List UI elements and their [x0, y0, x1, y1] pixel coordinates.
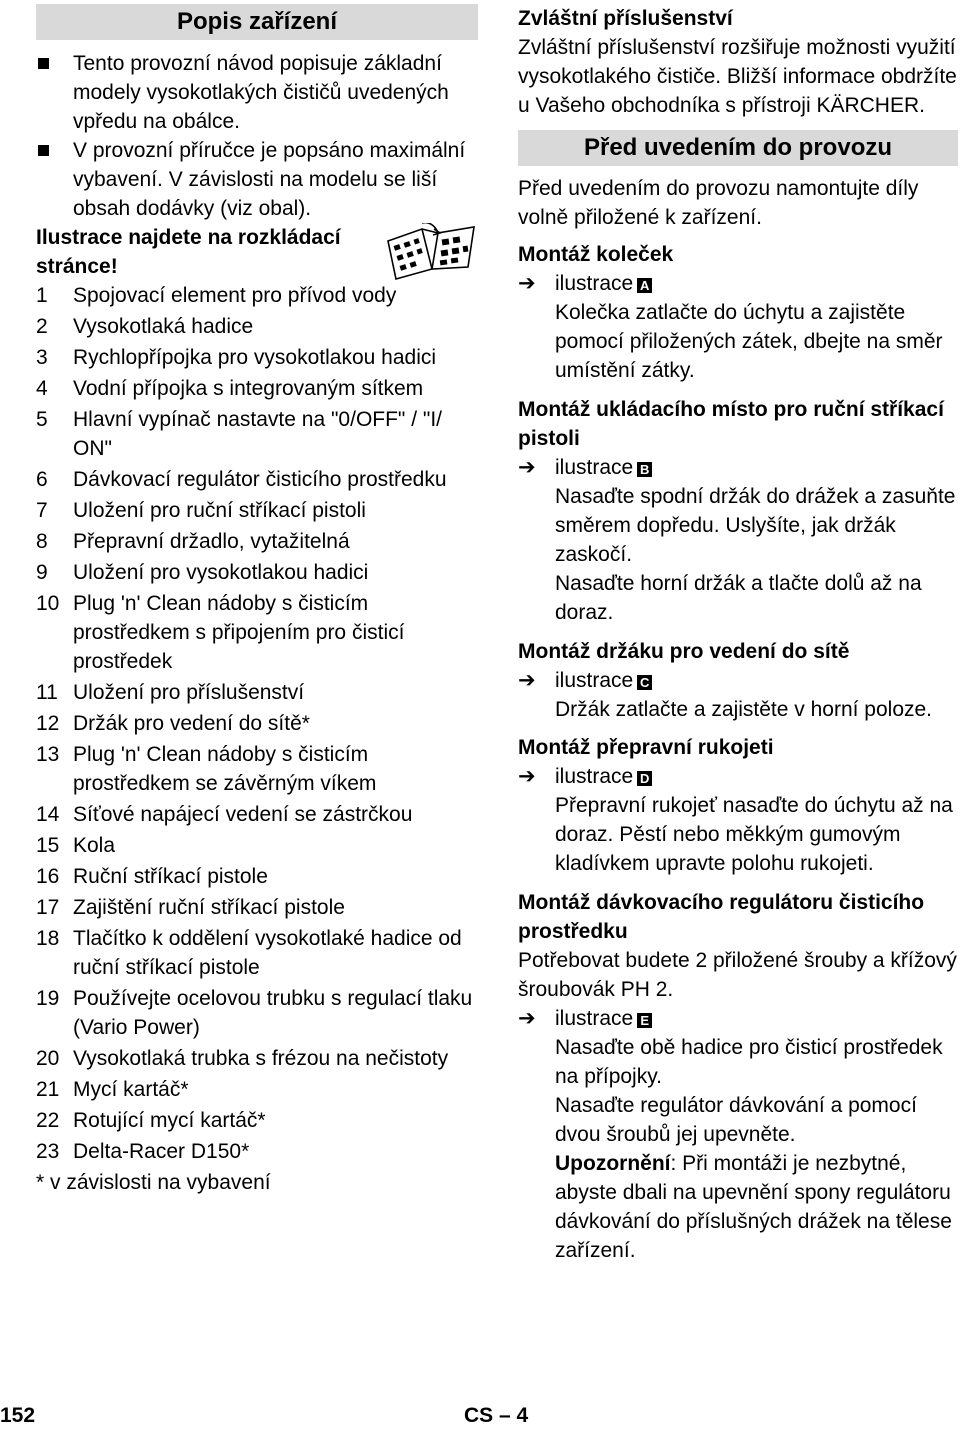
fold-out-page-icon: [384, 223, 478, 281]
note-label: Upozornění: [555, 1152, 671, 1175]
section-heading-device-description: Popis zařízení: [36, 4, 478, 40]
cable-illustration-ref: ➔ ilustrace C: [518, 666, 958, 695]
figure-c-badge: C: [637, 675, 652, 690]
list-item: 2 Vysokotlaká hadice: [36, 315, 254, 338]
dosing-illustration-ref: ➔ ilustrace E: [518, 1004, 958, 1033]
holder-text-2: Nasaďte horní držák a tlačte dolů až na doraz.: [555, 572, 922, 624]
figure-b-badge: B: [637, 462, 652, 477]
cable-holder-heading: Montáž držáku pro vedení do sítě: [518, 640, 850, 663]
figure-d-badge: D: [637, 771, 652, 786]
page-number: 152: [0, 1404, 36, 1427]
list-item: 10 Plug 'n' Clean nádoby s čisticím prostředkem s připojením pro čisticí prostředek: [36, 592, 405, 673]
list-item: 22 Rotující mycí kartáč*: [36, 1109, 266, 1132]
list-item: 11 Uložení pro příslušenství: [36, 681, 305, 704]
list-item: 9 Uložení pro vysokotlakou hadici: [36, 561, 369, 584]
list-item: 18 Tlačítko k oddělení vysokotlaké hadice od ruční stříkací pistole: [36, 927, 462, 979]
list-item: 7 Uložení pro ruční stříkací pistoli: [36, 499, 366, 522]
holder-text-1: Nasaďte spodní držák do drážek a zasuňte směrem dopředu. Uslyšíte, jak držák zaskočí.: [555, 485, 956, 566]
bullet-item: V provozní příručce je popsáno maximální vybavení. V závislosti na modelu se liší obsah dodávky (viz obal).: [36, 136, 478, 223]
section-heading-before-start: Před uvedením do provozu: [518, 130, 958, 166]
arrow-right-icon: ➔: [518, 456, 536, 479]
list-item: 5 Hlavní vypínač nastavte na "0/OFF" / "I/ ON": [36, 408, 443, 460]
list-item: 4 Vodní přípojka s integrovaným sítkem: [36, 377, 424, 400]
list-item: 19 Používejte ocelovou trubku s regulací tlaku (Vario Power): [36, 987, 473, 1039]
before-start-intro: Před uvedením do provozu namontujte díly volně přiložené k zařízení.: [518, 177, 919, 229]
arrow-right-icon: ➔: [518, 765, 536, 788]
list-item: 16 Ruční stříkací pistole: [36, 865, 268, 888]
wheels-text: Kolečka zatlačte do úchytu a zajistěte pomocí přiložených zátek, dbejte na směr umístění zátky.: [555, 301, 943, 382]
holder-illustration-ref: ➔ ilustrace B: [518, 453, 958, 482]
list-item: 6 Dávkovací regulátor čisticího prostředku: [36, 468, 447, 491]
wheels-heading: Montáž koleček: [518, 243, 674, 266]
accessories-heading: Zvláštní příslušenství: [518, 7, 733, 30]
intro-bullets: [36, 49, 478, 223]
list-item: 15 Kola: [36, 834, 116, 857]
figure-e-badge: E: [637, 1013, 652, 1028]
illustration-note-block: [36, 223, 478, 281]
page-footer: [0, 1398, 960, 1428]
language-page-code: CS – 4: [464, 1404, 529, 1427]
figure-a-badge: A: [637, 278, 652, 293]
note-text: : Při montáži je nezbytné, abyste dbali na upevnění spony regulátoru dávkování do příslušných drážek na tělese zařízení.: [555, 1152, 952, 1262]
dosing-note: [518, 1149, 958, 1265]
handle-heading: Montáž přepravní rukojeti: [518, 736, 774, 759]
square-bullet-icon: [38, 145, 49, 156]
holder-heading: Montáž ukládacího místo pro ruční stříkací pistoli: [518, 398, 944, 450]
list-item: 3 Rychlopřípojka pro vysokotlakou hadici: [36, 346, 437, 369]
bullet-item: Tento provozní návod popisuje základní modely vysokotlakých čističů uvedených vpředu na obálce.: [36, 49, 478, 136]
illustration-note: Ilustrace najdete na rozkládací stránce!: [36, 226, 341, 278]
equipment-footnote: * v závislosti na vybavení: [36, 1171, 271, 1194]
arrow-right-icon: ➔: [518, 272, 536, 295]
dosing-text-2: Nasaďte regulátor dávkování a pomocí dvou šroubů jej upevněte.: [555, 1094, 917, 1146]
list-item: 20 Vysokotlaká trubka s frézou na nečistoty: [36, 1047, 449, 1070]
list-item: 12 Držák pro vedení do sítě*: [36, 712, 310, 735]
list-item: 17 Zajištění ruční stříkací pistole: [36, 896, 345, 919]
list-item: 8 Přepravní držadlo, vytažitelná: [36, 530, 350, 553]
left-column: [36, 0, 478, 1197]
list-item: 13 Plug 'n' Clean nádoby s čisticím prostředkem se závěrným víkem: [36, 743, 377, 795]
list-item: 21 Mycí kartáč*: [36, 1078, 189, 1101]
arrow-right-icon: ➔: [518, 669, 536, 692]
handle-illustration-ref: ➔ ilustrace D: [518, 762, 958, 791]
cable-text: Držák zatlačte a zajistěte v horní poloze.: [555, 698, 933, 721]
list-item: 1 Spojovací element pro přívod vody: [36, 284, 397, 307]
parts-list: [36, 281, 478, 1166]
accessories-text: Zvláštní příslušenství rozšiřuje možnosti využití vysokotlakého čističe. Bližší informace obdržíte u Vašeho obchodníka s přístroji KÄRCHER.: [518, 36, 957, 117]
right-column: [518, 0, 958, 1265]
list-item: 14 Síťové napájecí vedení se zástrčkou: [36, 803, 413, 826]
dosing-text-1: Nasaďte obě hadice pro čisticí prostředek na přípojky.: [555, 1036, 943, 1088]
wheels-illustration-ref: ➔ ilustrace A: [518, 269, 958, 298]
list-item: 23 Delta-Racer D150*: [36, 1140, 250, 1163]
dosing-heading: Montáž dávkovacího regulátoru čisticího prostředku: [518, 891, 925, 943]
dosing-intro: Potřebovat budete 2 přiložené šrouby a křížový šroubovák PH 2.: [518, 949, 957, 1001]
handle-text: Přepravní rukojeť nasaďte do úchytu až na doraz. Pěstí nebo měkkým gumovým kladívkem upravte polohu rukojeti.: [555, 794, 953, 875]
square-bullet-icon: [38, 58, 49, 69]
arrow-right-icon: ➔: [518, 1007, 536, 1030]
